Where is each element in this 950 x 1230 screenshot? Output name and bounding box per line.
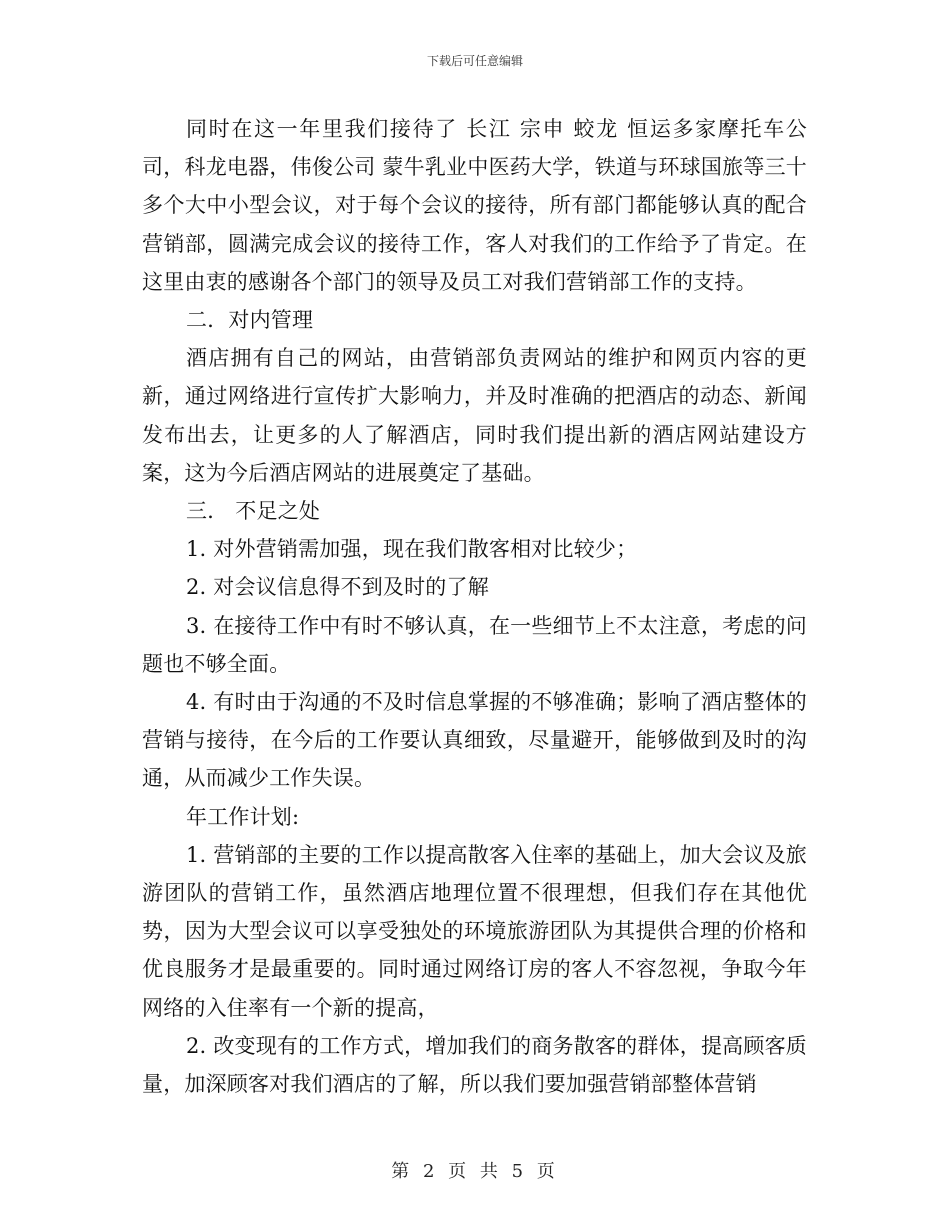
list-item-shortcoming-1: 1. 对外营销需加强，现在我们散客相对比较少； — [186, 537, 638, 562]
list-item-shortcoming-4: 4. 有时由于沟通的不及时信息掌握的不够准确；影响了酒店整体的营销与接待，在今后的工作要认真细致，尽量避开，能够做到及时的沟通，从而减少工作失误。 — [142, 690, 807, 791]
list-item-plan-2: 2. 改变现有的工作方式，增加我们的商务散客的群体，提高顾客质量，加深顾客对我们酒店的了解，所以我们要加强营销部整体营销 — [142, 1033, 807, 1097]
list-item-shortcoming-3: 3. 在接待工作中有时不够认真，在一些细节上不太注意，考虑的问题也不够全面。 — [142, 613, 807, 676]
page-header: 下载后可任意编辑 — [426, 54, 523, 68]
section-heading-shortcomings: 三． 不足之处 — [186, 499, 321, 524]
document-body — [142, 110, 807, 1103]
section-heading-internal-management: 二．对内管理 — [186, 308, 314, 333]
paragraph-website: 酒店拥有自己的网站，由营销部负责网站的维护和网页内容的更新，通过网络进行宣传扩大影响力，并及时准确的把酒店的动态、新闻发布出去，让更多的人了解酒店，同时我们提出新的酒店网站建设方案，这为今后酒店网站的进展奠定了基础。 — [142, 346, 807, 485]
paragraph-meetings: 同时在这一年里我们接待了 长江 宗申 蛟龙 恒运多家摩托车公司，科龙电器，伟俊公司 蒙牛乳业中医药大学，铁道与环球国旅等三十多个大中小型会议，对于每个会议的接待，所有部门都能够认真的配合营销部，圆满完成会议的接待工作，客人对我们的工作给予了肯定。在这里由衷的感谢各个部门的领导及员工对我们营销部工作的支持。 — [142, 117, 807, 294]
section-heading-work-plan: 年工作计划: — [186, 804, 300, 829]
list-item-shortcoming-2: 2. 对会议信息得不到及时的了解 — [186, 575, 489, 600]
list-item-plan-1: 1. 营销部的主要的工作以提高散客入住率的基础上，加大会议及旅游团队的营销工作，虽然酒店地理位置不很理想，但我们存在其他优势，因为大型会议可以享受独处的环境旅游团队为其提供合理的价格和优良服务才是最重要的。同时通过网络订房的客人不容忽视，争取今年网络的入住率有一个新的提高， — [142, 842, 807, 1020]
page-number-footer: 第 2 页 共 5 页 — [391, 1161, 559, 1182]
